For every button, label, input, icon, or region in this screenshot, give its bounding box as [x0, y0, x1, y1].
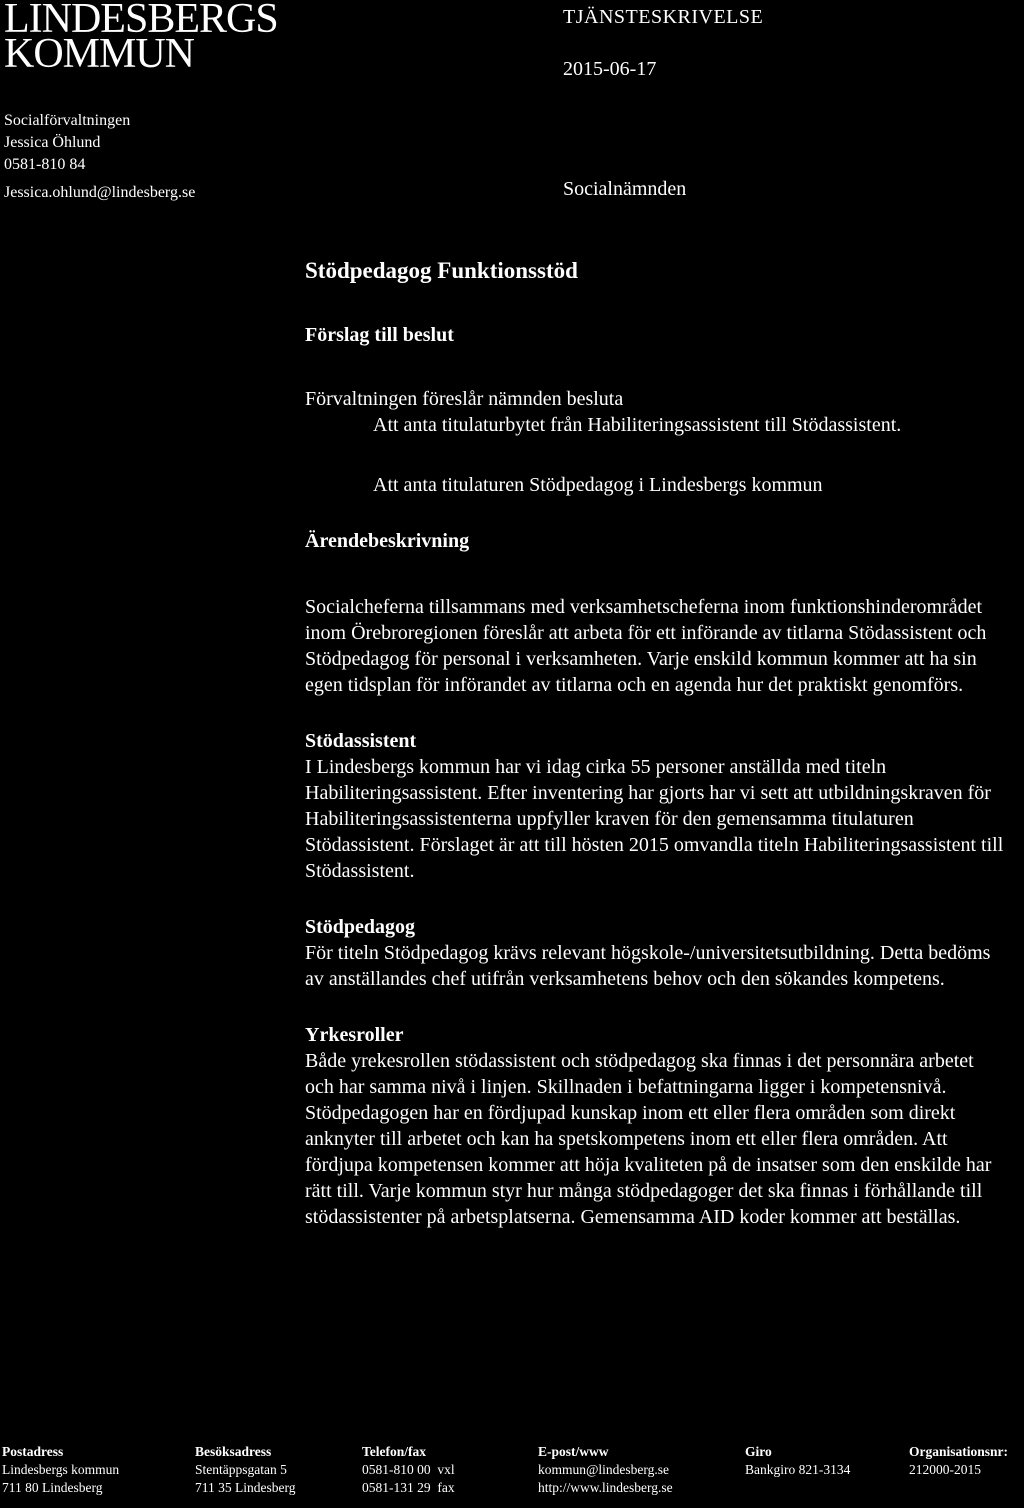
proposal-item-1: Att anta titulaturbytet från Habiliteringsassistent till Stödassistent.	[373, 414, 902, 436]
sender-email[interactable]: Jessica.ohlund@lindesberg.se	[4, 184, 196, 201]
section-text-yrkesroller: Både yrekesrollen stödassistent och stödpedagog ska finnas i det personnära arbetet och har samma nivå i linjen. Skillnaden i befattningarna ligger i kompetensnivå. Stödpedagogen har en fördjupad kunskap inom ett eller flera områden som direkt anknyter till arbetet och kan ha spetskompetens inom ett eller flera områden. Att fördjupa kompetensen kommer att höja kvaliteten på de insatser som den enskilde har rätt till. Varje kommun styr hur många stödpedagoger det ska finnas i förhållande till stödassistenter på arbetsplatserna. Gemensamma AID koder kommer att beställas.	[305, 1050, 992, 1228]
footer-org-label: Organisationsnr:	[909, 1444, 1009, 1459]
proposal-item-2: Att anta titulaturen Stödpedagog i Lindesbergs kommun	[373, 474, 823, 496]
document-type: TJÄNSTESKRIVELSE	[563, 6, 764, 28]
section-heading-yrkesroller: Yrkesroller	[305, 1024, 404, 1046]
footer-postal-line-2: 711 80 Lindesberg	[2, 1480, 103, 1495]
footer-phone	[362, 1443, 455, 1497]
case-description: Socialcheferna tillsammans med verksamhetscheferna inom funktionshinderområdet inom Örebroregionen föreslår att arbeta för ett införande av titlarna Stödassistent och Stödpedagog för personal i verksamheten. Varje enskild kommun kommer att ha sin egen tidsplan för införandet av titlarna och en agenda hur det praktiskt genomförs.	[305, 596, 987, 696]
sender-name: Jessica Öhlund	[4, 134, 101, 151]
footer-visit-line-1: Stentäppsgatan 5	[195, 1462, 287, 1477]
logo-line-2: KOMMUN	[4, 31, 195, 77]
footer-visit-line-2: 711 35 Lindesberg	[195, 1480, 296, 1495]
document-body	[305, 258, 1005, 1230]
proposal-intro: Förvaltningen föreslår nämnden besluta	[305, 388, 624, 410]
document-date: 2015-06-17	[563, 58, 657, 80]
footer-postal	[2, 1443, 119, 1497]
municipality-logo	[4, 0, 278, 77]
logo-line-1: LINDESBERGS	[4, 0, 278, 42]
sender-block	[4, 110, 195, 204]
footer-giro	[745, 1443, 850, 1479]
footer-web-label: E-post/www	[538, 1444, 609, 1459]
footer-email-link[interactable]: kommun@lindesberg.se	[538, 1462, 670, 1477]
section-text-stodpedagog: För titeln Stödpedagog krävs relevant högskole-/universitetsutbildning. Detta bedöms av anställandes chef utifrån verksamhetens behov och den sökandes kompetens.	[305, 942, 991, 990]
footer-giro-line-1: Bankgiro 821-3134	[745, 1462, 851, 1477]
section-heading-stodpedagog: Stödpedagog	[305, 916, 416, 938]
section-text-stodassistent: I Lindesbergs kommun har vi idag cirka 55 personer anställda med titeln Habiliteringsassistent. Efter inventering har gjorts har vi sett att utbildningskraven för Habiliteringsassistenterna uppfyller kraven för den gemensamma titulaturen Stödassistent. Förslaget är att till hösten 2015 omvandla titeln Habiliteringsassistent till Stödassistent.	[305, 756, 1004, 882]
footer-phone-line-1: 0581-810 00 vxl	[362, 1462, 455, 1477]
footer-postal-line-1: Lindesbergs kommun	[2, 1462, 120, 1477]
footer-website-link[interactable]: http://www.lindesberg.se	[538, 1480, 673, 1495]
case-heading: Ärendebeskrivning	[305, 530, 470, 552]
footer-org-line-1: 212000-2015	[909, 1462, 981, 1477]
footer-visit	[195, 1443, 296, 1497]
document-title: Stödpedagog Funktionsstöd	[305, 258, 578, 283]
footer-web	[538, 1443, 673, 1497]
footer-visit-label: Besöksadress	[195, 1444, 272, 1459]
sender-department: Socialförvaltningen	[4, 112, 131, 129]
document-recipient: Socialnämnden	[563, 178, 687, 200]
sender-phone: 0581-810 84	[4, 156, 86, 173]
footer-org	[909, 1443, 1008, 1479]
section-heading-stodassistent: Stödassistent	[305, 730, 417, 752]
footer-postal-label: Postadress	[2, 1444, 64, 1459]
footer-phone-line-2: 0581-131 29 fax	[362, 1480, 455, 1495]
proposal-heading: Förslag till beslut	[305, 324, 454, 346]
footer-phone-label: Telefon/fax	[362, 1444, 426, 1459]
footer-giro-label: Giro	[745, 1444, 772, 1459]
